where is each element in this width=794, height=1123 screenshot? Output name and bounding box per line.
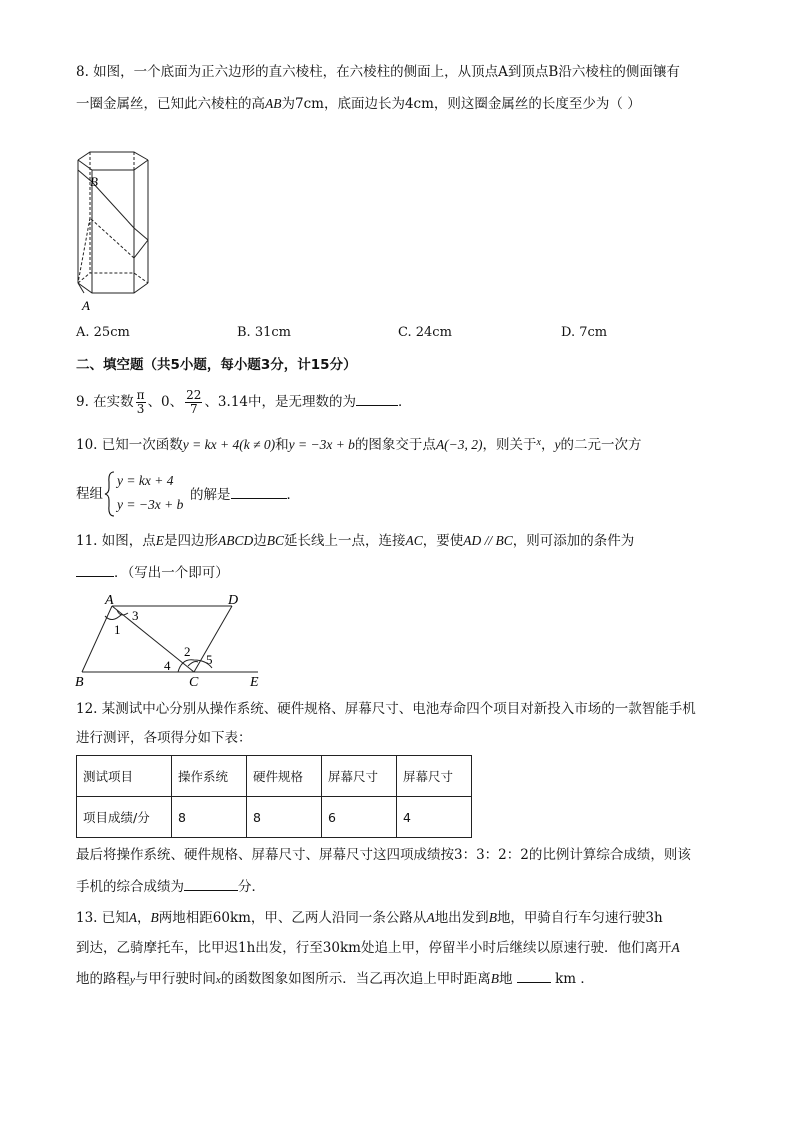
q11-line2: ．（写出一个即可） xyxy=(76,562,229,583)
section-title: 二、填空题（共5小题，每小题3分，计15分） xyxy=(76,357,357,373)
point-b-label: B xyxy=(75,675,84,688)
table-header-cell: 屏幕尺寸 xyxy=(322,756,397,797)
point-a-label: A xyxy=(105,593,114,608)
q8-option-d[interactable]: D. 7cm xyxy=(561,325,608,340)
angle-2-label: 2 xyxy=(184,644,191,659)
system-eq1: y = kx + 4 xyxy=(117,473,174,488)
q12-line3: 最后将操作系统、硬件规格、屏幕尺寸、屏幕尺寸这四项成绩按3：3：2：2的比例计算综合成绩，则该 xyxy=(76,847,691,863)
score-table xyxy=(76,755,472,838)
table-cell: 6 xyxy=(322,797,397,838)
q8-option-a[interactable]: A. 25cm xyxy=(76,325,130,340)
q10-answer-blank[interactable] xyxy=(231,484,287,499)
q10-line1: 10. 已知一次函数y = kx + 4(k ≠ 0)和y = −3x + b的图象交于点A(−3, 2)，则关于$^x$，y的二元一次方 xyxy=(76,437,642,453)
q10-line2b: 的解是 ． xyxy=(190,484,300,505)
q12-answer-blank[interactable] xyxy=(184,876,238,891)
q10-line2a: 程组 xyxy=(76,486,103,502)
system-eq2: y = −3x + b xyxy=(117,497,184,512)
quadrilateral-figure xyxy=(72,588,272,688)
hexagonal-prism-figure xyxy=(70,148,160,318)
table-cell: 项目成绩/分 xyxy=(77,797,172,838)
table-cell: 8 xyxy=(247,797,322,838)
q8-option-b[interactable]: B. 31cm xyxy=(237,325,291,340)
q13-line2: 到达，乙骑摩托车，比甲迟1h出发，行至30km处追上甲，停留半小时后继续以原速行驶．他们离开A xyxy=(76,940,680,956)
vertex-a-label: A xyxy=(82,298,90,313)
pi-over-3: $\frac{\pi}{3}$ xyxy=(136,388,145,416)
table-header-cell: 屏幕尺寸 xyxy=(397,756,472,797)
table-cell: 8 xyxy=(172,797,247,838)
table-header-cell: 硬件规格 xyxy=(247,756,322,797)
point-d-label: D xyxy=(228,593,239,608)
q8-option-c[interactable]: C. 24cm xyxy=(398,325,452,340)
point-e-label: E xyxy=(250,675,259,688)
angle-3-label: 3 xyxy=(132,608,139,623)
q9-line: 9. 在实数 $\frac{\pi}{3}$ 、0、 $\frac{22}{7}$ 、3.14中，是无理数的为 ． xyxy=(76,388,412,416)
q9-answer-blank[interactable] xyxy=(356,391,398,406)
q12-line2: 进行测评，各项得分如下表： xyxy=(76,730,252,746)
table-row xyxy=(77,797,472,838)
q13-answer-blank[interactable] xyxy=(517,968,551,983)
q12-line1: 12. 某测试中心分别从操作系统、硬件规格、屏幕尺寸、电池寿命四个项目对新投入市场的一款智能手机 xyxy=(76,701,696,717)
q8-line1: 8. 如图，一个底面为正六边形的直六棱柱，在六棱柱的侧面上，从顶点A到顶点B沿六棱柱的侧面镶有 xyxy=(76,64,680,80)
fraction-22-7: $\frac{22}{7}$ xyxy=(186,388,202,416)
angle-1-label: 1 xyxy=(114,622,121,637)
point-c-label: C xyxy=(189,675,199,688)
q11-line1: 11. 如图，点E是四边形ABCD边BC延长线上一点，连接AC，要使AD // BC，则可添加的条件为 xyxy=(76,533,635,549)
q11-answer-blank[interactable] xyxy=(76,562,114,577)
angle-4-label: 4 xyxy=(164,658,171,673)
system-brace xyxy=(104,470,116,518)
q12-line4: 手机的综合成绩为 分． xyxy=(76,876,265,897)
vertex-b-label: B xyxy=(90,174,98,189)
q13-line1: 13. 已知A，B两地相距60km，甲、乙两人沿同一条公路从A地出发到B地，甲骑自行车匀速行驶3h xyxy=(76,910,663,926)
table-cell: 4 xyxy=(397,797,472,838)
q13-line3: 地的路程y与甲行驶时间x的函数图象如图所示．当乙再次追上甲时距离B地 km ． xyxy=(76,968,594,990)
table-header-cell: 操作系统 xyxy=(172,756,247,797)
q8-line2: 一圈金属丝，已知此六棱柱的高AB为7cm，底面边长为4cm，则这圈金属丝的长度至少为（ ） xyxy=(76,96,641,112)
angle-5-label: 5 xyxy=(206,652,213,667)
table-header-cell: 测试项目 xyxy=(77,756,172,797)
table-header-row xyxy=(77,756,472,797)
